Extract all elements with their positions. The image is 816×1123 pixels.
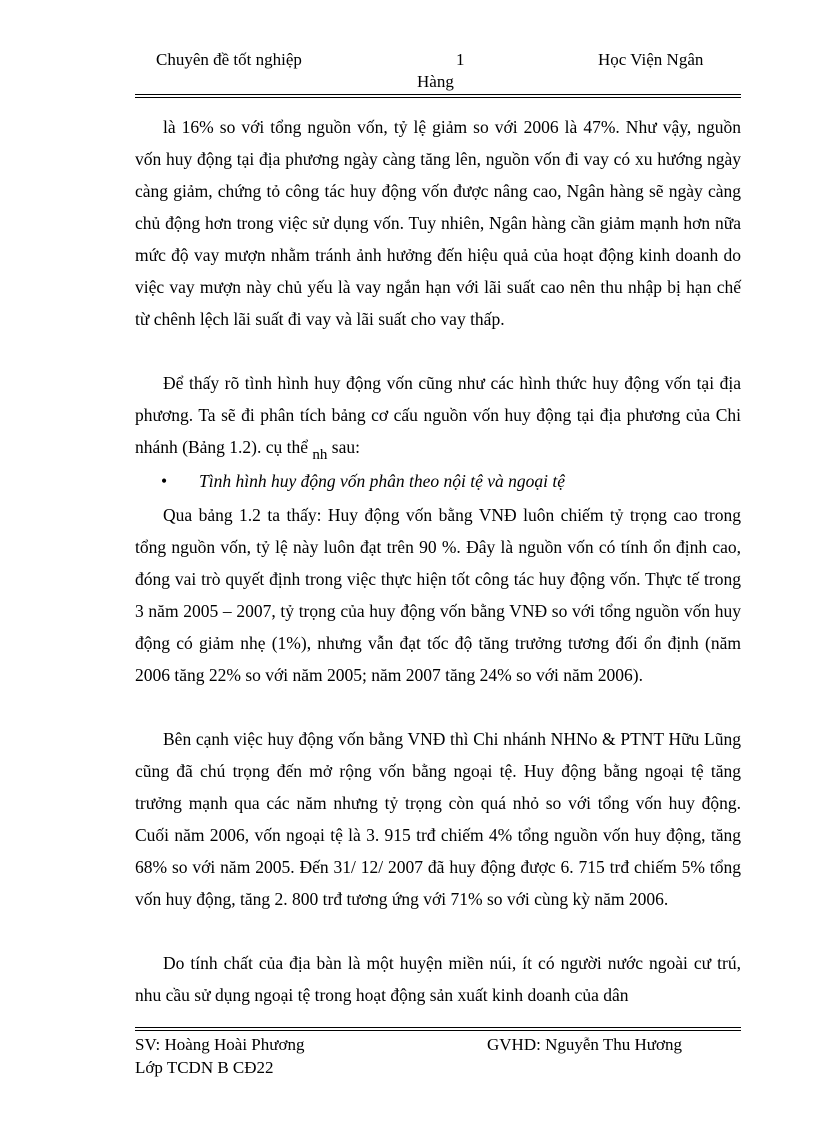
paragraph-3-text: Qua bảng 1.2 ta thấy: Huy động vốn bằng VNĐ luôn chiếm tỷ trọng cao trong tổng nguồn vốn, tỷ lệ này luôn đạt trên 90 %. Đây là nguồn vốn có tính ổn định cao, đóng vai trò quyết định trong việc thực hiện tốt công tác huy động vốn. Thực tế trong 3 năm 2005 – 2007, tỷ trọng của huy động vốn bằng VNĐ so với tổng nguồn vốn huy động có giảm nhẹ (1%), nhưng vẫn đạt tốc độ tăng trưởng tương đối ổn định (năm 2006 tăng 22% so với năm 2005; năm 2007 tăng 24% so với năm 2006). — [135, 505, 741, 685]
paragraph-2-text — [135, 367, 741, 471]
footer-advisor: GVHD: Nguyễn Thu Hương — [487, 1035, 682, 1054]
footer-class: Lớp TCDN B CĐ22 — [135, 1058, 274, 1077]
paragraph-5 — [135, 947, 741, 1011]
header-rule-bottom — [135, 97, 741, 98]
header-institution-continued: Hàng — [417, 72, 454, 91]
header-title: Chuyên đề tốt nghiệp — [156, 50, 302, 69]
paragraph-2-end: sau: — [327, 437, 360, 457]
footer-rule-top — [135, 1027, 741, 1028]
paragraph-2 — [135, 367, 741, 471]
bullet-marker: • — [161, 471, 168, 491]
paragraph-3 — [135, 499, 741, 691]
paragraph-4 — [135, 723, 741, 915]
header-rule-top — [135, 94, 741, 95]
footer-rule-bottom — [135, 1030, 741, 1031]
paragraph-2-sub: nh — [312, 447, 328, 463]
footer-student: SV: Hoàng Hoài Phương — [135, 1035, 305, 1054]
page-number: 1 — [456, 50, 465, 69]
paragraph-2-main: Để thấy rõ tình hình huy động vốn cũng như các hình thức huy động vốn tại địa phương. Ta sẽ đi phân tích bảng cơ cấu nguồn vốn huy động tại địa phương của Chi nhánh (Bảng 1.2). cụ thể — [135, 373, 741, 457]
paragraph-1-text: là 16% so với tổng nguồn vốn, tỷ lệ giảm so với 2006 là 47%. Như vậy, nguồn vốn huy động tại địa phương ngày càng tăng lên, nguồn vốn đi vay có xu hướng ngày càng giảm, chứng tỏ công tác huy động vốn được nâng cao, Ngân hàng sẽ ngày càng chủ động hơn trong việc sử dụng vốn. Tuy nhiên, Ngân hàng cần giảm mạnh hơn nữa mức độ vay mượn nhằm tránh ảnh hưởng đến hiệu quả của hoạt động kinh doanh do việc vay mượn này chủ yếu là vay ngắn hạn với lãi suất cao nên thu nhập bị hạn chế từ chênh lệch lãi suất đi vay và lãi suất cho vay thấp. — [135, 117, 741, 329]
paragraph-1 — [135, 111, 741, 335]
paragraph-5-text: Do tính chất của địa bàn là một huyện miền núi, ít có người nước ngoài cư trú, nhu cầu sử dụng ngoại tệ trong hoạt động sản xuất kinh doanh của dân — [135, 953, 741, 1005]
paragraph-4-text: Bên cạnh việc huy động vốn bằng VNĐ thì Chi nhánh NHNo & PTNT Hữu Lũng cũng đã chú trọng đến mở rộng vốn bằng ngoại tệ. Huy động bằng ngoại tệ tăng trưởng mạnh qua các năm nhưng tỷ trọng còn quá nhỏ so với tổng vốn huy động. Cuối năm 2006, vốn ngoại tệ là 3. 915 trđ chiếm 4% tổng nguồn vốn huy động, tăng 68% so với năm 2005. Đến 31/ 12/ 2007 đã huy động được 6. 715 trđ chiếm 5% tổng vốn huy động, tăng 2. 800 trđ tương ứng với 71% so với cùng kỳ năm 2006. — [135, 729, 741, 909]
bullet-text: Tình hình huy động vốn phân theo nội tệ và ngoại tệ — [199, 471, 565, 491]
header-institution: Học Viện Ngân — [598, 50, 704, 69]
